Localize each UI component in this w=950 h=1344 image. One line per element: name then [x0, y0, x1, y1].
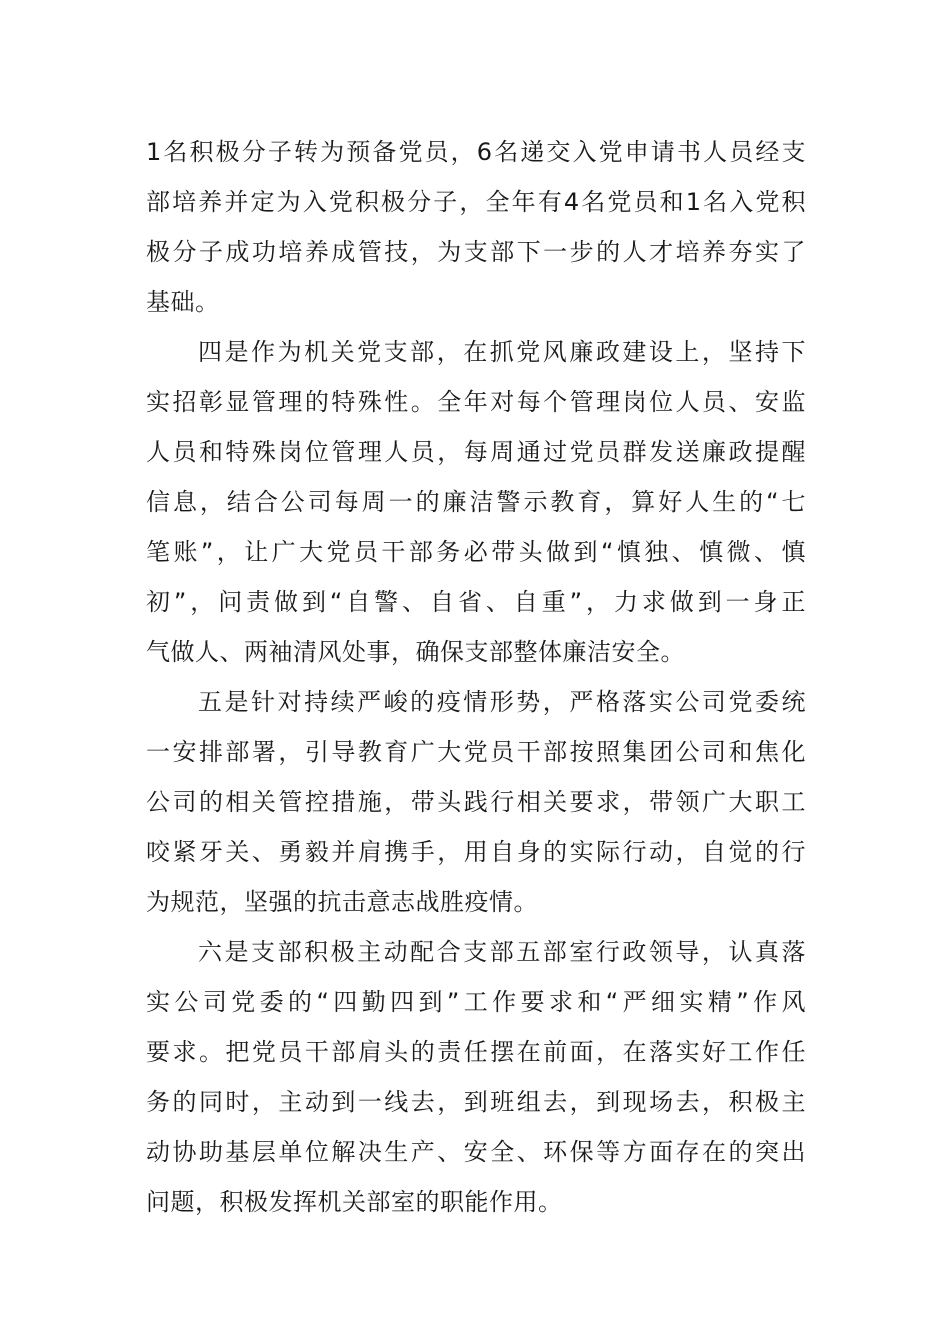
- text-line: 问题，积极发挥机关部室的职能作用。: [146, 1188, 563, 1216]
- text-line: 实招彰显管理的特殊性。全年对每个管理岗位人员、安监: [146, 388, 806, 416]
- text-line: 笔账”，让广大党员干部务必带头做到“慎独、慎微、慎: [146, 538, 806, 566]
- text-line: 五是针对持续严峻的疫情形势，严格落实公司党委统: [198, 688, 806, 716]
- text-line: 极分子成功培养成管技，为支部下一步的人才培养夯实了: [146, 238, 806, 266]
- text-line: 咬紧牙关、勇毅并肩携手，用自身的实际行动，自觉的行: [146, 838, 806, 866]
- paragraph-continued: [146, 127, 806, 327]
- paragraph-six: [146, 927, 806, 1227]
- text-line: 实公司党委的“四勤四到”工作要求和“严细实精”作风: [146, 988, 806, 1016]
- paragraph-five: [146, 677, 806, 927]
- text-line: 信息，结合公司每周一的廉洁警示教育，算好人生的“七: [146, 488, 806, 516]
- text-line: 务的同时，主动到一线去，到班组去，到现场去，积极主: [146, 1088, 806, 1116]
- document-body: [146, 127, 806, 1227]
- text-line: 初”，问责做到“自警、自省、自重”，力求做到一身正: [146, 588, 806, 616]
- text-line: 1名积极分子转为预备党员，6名递交入党申请书人员经支: [146, 138, 806, 166]
- text-line: 一安排部署，引导教育广大党员干部按照集团公司和焦化: [146, 738, 806, 766]
- text-line: 要求。把党员干部肩头的责任摆在前面，在落实好工作任: [146, 1038, 806, 1066]
- text-line: 部培养并定为入党积极分子，全年有4名党员和1名入党积: [146, 188, 806, 216]
- text-line: 基础。: [146, 288, 220, 316]
- text-line: 六是支部积极主动配合支部五部室行政领导，认真落: [198, 938, 806, 966]
- text-line: 公司的相关管控措施，带头践行相关要求，带领广大职工: [146, 788, 806, 816]
- text-line: 四是作为机关党支部，在抓党风廉政建设上，坚持下: [198, 338, 806, 366]
- text-line: 动协助基层单位解决生产、安全、环保等方面存在的突出: [146, 1138, 806, 1166]
- text-line: 人员和特殊岗位管理人员，每周通过党员群发送廉政提醒: [146, 438, 806, 466]
- text-line: 为规范，坚强的抗击意志战胜疫情。: [146, 888, 538, 916]
- text-line: 气做人、两袖清风处事，确保支部整体廉洁安全。: [146, 638, 685, 666]
- paragraph-four: [146, 327, 806, 677]
